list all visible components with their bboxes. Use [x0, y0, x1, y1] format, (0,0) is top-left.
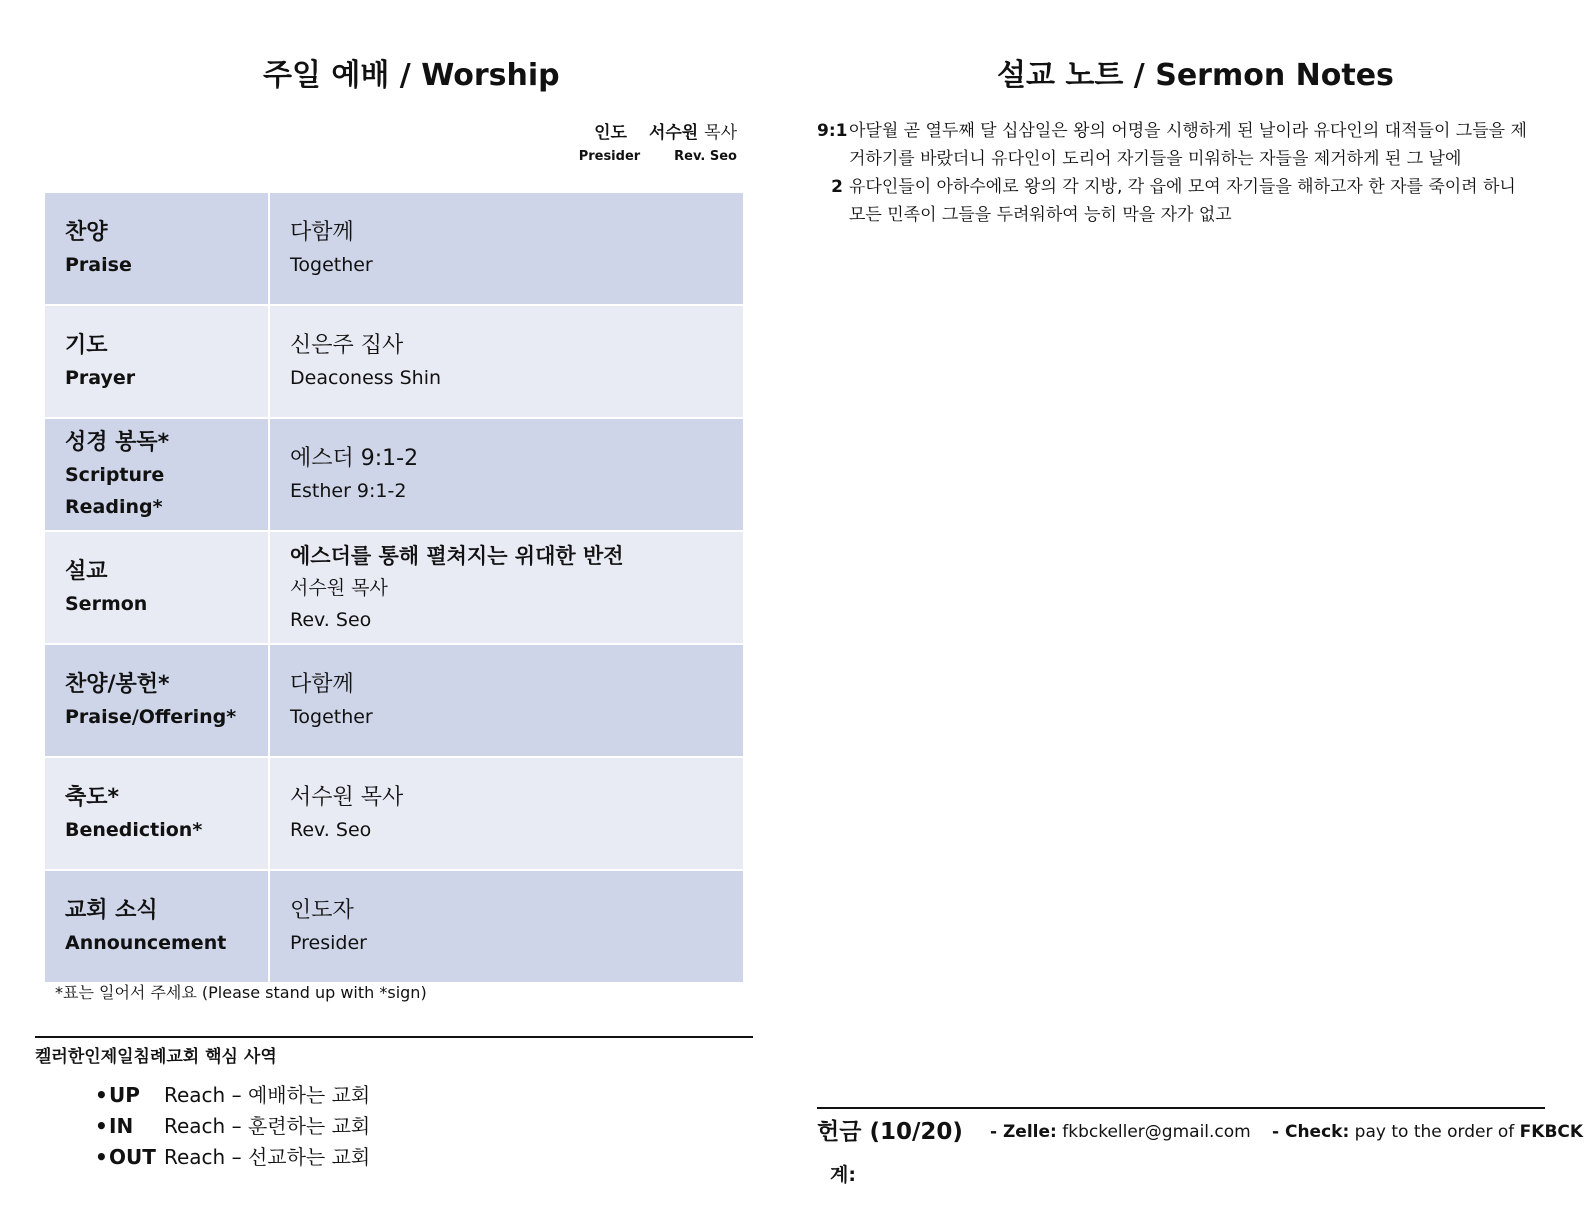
presider-name-en: Rev. Seo: [674, 149, 737, 164]
order-label-ko: 찬양: [65, 219, 108, 245]
verse-text: 유다인들이 아하수에로 왕의 각 지방, 각 읍에 모여 자기들을 해하고자 한 자를 죽이려 하니 모든 민족이 그들을 두려워하여 능히 막을 자가 없고: [849, 177, 1516, 225]
order-value-en: Rev. Seo: [290, 818, 372, 841]
order-value-ko: 에스더 9:1-2: [290, 445, 419, 471]
sermon-notes-title: 설교 노트 / Sermon Notes: [997, 58, 1394, 93]
order-value-ko: 다함께: [290, 671, 354, 697]
order-label-ko: 교회 소식: [65, 897, 158, 923]
order-row-scripture: [45, 418, 743, 531]
worship-title: 주일 예배 / Worship: [263, 58, 560, 93]
worship-order-table: [45, 193, 743, 984]
ministry-title: 켈러한인제일침례교회 핵심 사역: [35, 1047, 277, 1067]
zelle-info: [990, 1122, 1251, 1142]
order-value-ko: 서수원 목사: [290, 576, 388, 599]
order-row-announcement: [45, 870, 743, 983]
check-info: [1272, 1122, 1583, 1142]
order-value-ko: 서수원 목사: [290, 784, 404, 810]
check-payee: FKBCK: [1519, 1122, 1584, 1142]
ministry-text: Reach – 선교하는 교회: [164, 1145, 371, 1169]
order-label-en: Prayer: [65, 366, 136, 389]
ministry-code: OUT: [109, 1145, 156, 1169]
check-text: pay to the order of: [1354, 1122, 1515, 1142]
verse-number: 9:1: [817, 121, 848, 141]
verse-number: 2: [831, 177, 843, 197]
ministry-code: IN: [109, 1114, 134, 1138]
order-row-praise-offering: [45, 644, 743, 757]
sermon-title: 에스더를 통해 펼쳐지는 위대한 반전: [290, 543, 624, 568]
order-value-en: Rev. Seo: [290, 608, 372, 631]
list-item: •OUT Reach – 선교하는 교회: [95, 1142, 370, 1173]
ministry-text: Reach – 훈련하는 교회: [164, 1114, 371, 1138]
order-value-ko: 인도자: [290, 897, 354, 923]
order-label-ko: 축도*: [65, 784, 120, 810]
order-label-ko: 설교: [65, 558, 108, 584]
zelle-value: fkbckeller@gmail.com: [1062, 1122, 1251, 1142]
order-label-en: Praise: [65, 253, 132, 276]
scripture-passage: [817, 117, 1529, 229]
divider-left: [35, 1036, 753, 1038]
verse-text: 아달월 곧 열두째 달 십삼일은 왕의 어명을 시행하게 된 날이라 유다인의 대적들이 그들을 제거하기를 바랐더니 유다인이 도리어 자기들을 미워하는 자들을 제거하게 된 그 날에: [849, 121, 1527, 169]
presider-name-ko: 서수원: [648, 123, 699, 143]
order-label-ko: 성경 봉독*: [65, 429, 170, 455]
order-value-en: Esther 9:1-2: [290, 479, 407, 502]
order-label-ko: 기도: [65, 332, 108, 358]
check-label: - Check:: [1272, 1122, 1350, 1142]
ministry-list: [95, 1080, 370, 1173]
order-value-en: Together: [290, 705, 373, 728]
verse: [817, 117, 1529, 173]
presider-block: [579, 118, 737, 164]
ministry-code: UP: [109, 1083, 140, 1107]
order-label-en: Praise/Offering*: [65, 705, 237, 728]
order-value-ko: 다함께: [290, 219, 354, 245]
list-item: •IN Reach – 훈련하는 교회: [95, 1111, 370, 1142]
presider-label-ko: 인도: [594, 123, 627, 143]
list-item: •UP Reach – 예배하는 교회: [95, 1080, 370, 1111]
order-row-sermon: [45, 531, 743, 644]
order-value-ko: 신은주 집사: [290, 332, 404, 358]
presider-role-ko: 목사: [704, 123, 737, 143]
offering-total-label: 계:: [830, 1164, 856, 1186]
order-label-ko: 찬양/봉헌*: [65, 671, 170, 697]
stand-note: *표는 일어서 주세요 (Please stand up with *sign): [55, 983, 427, 1002]
order-value-en: Together: [290, 253, 373, 276]
order-label-en: Sermon: [65, 592, 148, 615]
ministry-text: Reach – 예배하는 교회: [164, 1083, 371, 1107]
order-label-en: Scripture Reading*: [65, 463, 165, 518]
divider-right: [817, 1107, 1545, 1109]
order-label-en: Announcement: [65, 931, 227, 954]
order-row-prayer: [45, 305, 743, 418]
presider-label-en: Presider: [578, 149, 641, 164]
order-row-praise: [45, 193, 743, 305]
zelle-label: - Zelle:: [990, 1122, 1057, 1142]
order-value-en: Presider: [290, 931, 367, 954]
verse: [817, 173, 1529, 229]
offering-title: 헌금 (10/20): [817, 1119, 963, 1145]
order-value-en: Deaconess Shin: [290, 366, 442, 389]
order-row-benediction: [45, 757, 743, 870]
order-label-en: Benediction*: [65, 818, 203, 841]
